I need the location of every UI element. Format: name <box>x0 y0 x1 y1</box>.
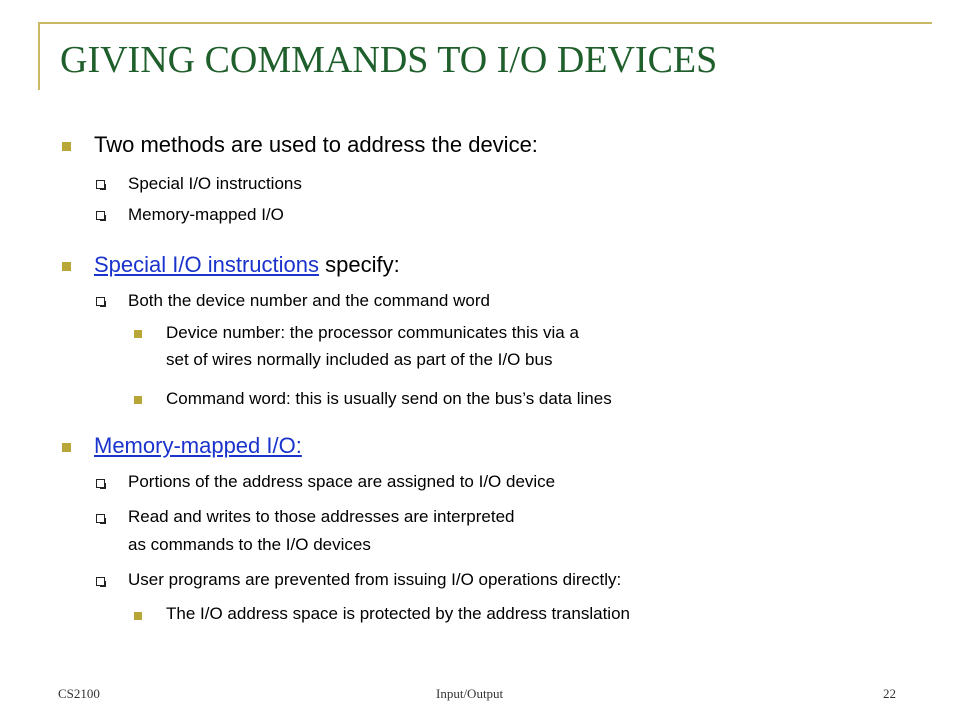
hollow-square-bullet-icon <box>96 211 105 220</box>
footer-topic: Input/Output <box>436 686 504 701</box>
bullet-text <box>94 432 302 460</box>
sub-bullet-text: User programs are prevented from issuing I/O operations directly: <box>128 570 622 589</box>
bullet-text <box>94 251 400 279</box>
sub-bullet-text: Portions of the address space are assigned to I/O device <box>128 472 556 491</box>
bullet-square-icon <box>62 262 71 271</box>
hollow-square-bullet-icon <box>96 297 105 306</box>
sub-sub-bullet-text: Command word: this is usually send on the bus’s data lines <box>166 389 612 408</box>
bullet-square-icon <box>134 612 142 620</box>
sub-bullet-text: Memory-mapped I/O <box>128 205 284 224</box>
hollow-square-bullet-icon <box>96 180 105 189</box>
sub-sub-bullet-text: The I/O address space is protected by the address translation <box>166 604 630 623</box>
sub-sub-bullet-text-continued: set of wires normally included as part of the I/O bus <box>166 350 553 369</box>
hollow-square-bullet-icon <box>96 479 105 488</box>
special-io-instructions-link[interactable]: Special I/O instructions <box>94 252 319 277</box>
footer-page-number: 22 <box>883 686 896 701</box>
bullet-text: Two methods are used to address the device: <box>94 132 538 157</box>
slide-title: GIVING COMMANDS TO I/O DEVICES <box>60 39 718 81</box>
sub-sub-bullet-text: Device number: the processor communicates this via a <box>166 323 579 342</box>
memory-mapped-io-link[interactable]: Memory-mapped I/O: <box>94 433 302 458</box>
sub-bullet-text: Special I/O instructions <box>128 174 302 193</box>
sub-bullet-text: Both the device number and the command word <box>128 291 490 310</box>
hollow-square-bullet-icon <box>96 577 105 586</box>
bullet-square-icon <box>134 330 142 338</box>
sub-bullet-text: Read and writes to those addresses are interpreted <box>128 507 515 526</box>
bullet-square-icon <box>62 142 71 151</box>
bullet-square-icon <box>134 396 142 404</box>
sub-bullet-text-continued: as commands to the I/O devices <box>128 535 371 554</box>
bullet-text-rest: specify: <box>318 252 400 277</box>
footer-course: CS2100 <box>58 686 100 701</box>
bullet-square-icon <box>62 443 71 452</box>
hollow-square-bullet-icon <box>96 514 105 523</box>
